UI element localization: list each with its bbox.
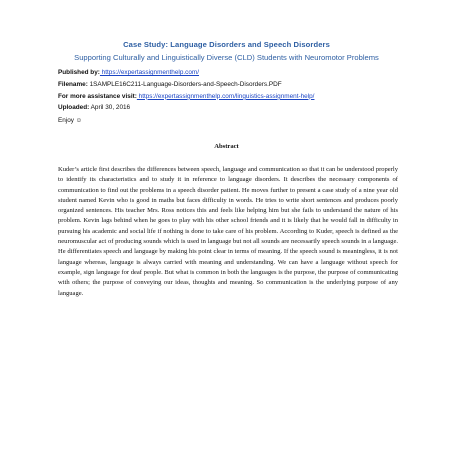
document-title: Case Study: Language Disorders and Speech Disorders: [123, 40, 330, 49]
abstract-heading: Abstract: [214, 143, 239, 150]
uploaded-value: April 30, 2016: [89, 104, 131, 112]
assistance-label: For more assistance visit:: [58, 92, 137, 100]
published-by-link[interactable]: https://expertassignmenthelp.com/: [99, 69, 200, 76]
uploaded-row: [58, 105, 418, 111]
abstract-body: Kuder’s article first describes the differences between speech, language and communication so that it can be understood properly to identify its characteristics and to study it in reference to language disorders. It describes the necessary components of communication to find out the problems in a speech disorder patient. He moves further to present a case study of a nine year old student named Kevin who is good in maths but faces difficulty in words. He tries to write short sentences and produces poorly organized sentences. His teacher Mrs. Ross notices this and feels like helping him but she fails to understand the nature of his problem. Kevin lags behind when he goes to play with his other school friends and it is likely that he would fall in difficulty in pursuing his academic and social life if nothing is done to take care of his problem. According to Kuder, speech is defined as the neuromuscular act of producing sounds which is used in language but not all sounds are necessarily speech sounds in a language. He differentiates speech and language by making his point clear in terms of meaning. If the speech sound is meaningless, it is not language whereas, language is always carried with meaning and understanding. We can have a language without speech for example, sign language for deaf people. But what is common in both the languages is the purpose, the purpose of communicating with others; the purpose of conveying our ideas, thoughts and meaning. So communication is the underlying purpose of any language.: [58, 166, 398, 297]
published-by-row: [58, 70, 418, 76]
enjoy-text: Enjoy ☺: [58, 116, 83, 124]
assistance-link[interactable]: https://expertassignmenthelp.com/linguistics-assignment-help/: [136, 92, 315, 100]
document-metadata: [58, 70, 418, 124]
document-subtitle: Supporting Culturally and Linguistically Diverse (CLD) Students with Neuromotor Problems: [74, 53, 379, 62]
filename-label: Filename:: [58, 81, 88, 89]
published-by-label: Published by:: [58, 69, 100, 76]
document-header: [0, 40, 453, 62]
filename-value: 1SAMPLE16C211-Language-Disorders-and-Speech-Disorders.PDF: [87, 81, 282, 89]
filename-row: [58, 82, 418, 88]
assistance-row: [58, 94, 418, 100]
uploaded-label: Uploaded:: [58, 104, 90, 112]
